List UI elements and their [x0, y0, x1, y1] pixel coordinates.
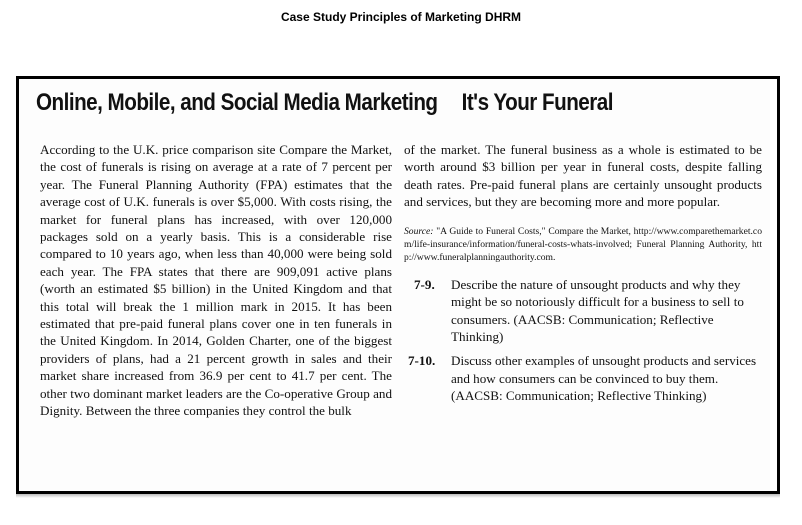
question-7-9 [404, 276, 762, 346]
question-text: Describe the nature of unsought products and why they might be so notoriously difficult for a business to sell to consumers. (AACSB: Communication; Reflective Thinking) [451, 276, 744, 345]
left-column-text: According to the U.K. price comparison site Compare the Market, the cost of funerals is rising on average at a rate of 7 percent per year. The Funeral Planning Authority (FPA) estimates that the average cost of U.K. funerals is over $5,000. With costs rising, the market for funeral plans has increased, with over 120,000 packages sold on a yearly basis. This is a considerable rise compared to 10 years ago, when less than 40,000 were being sold each year. The FPA states that there are 909,091 active plans (worth an estimated $5 billion) in the United Kingdom and that this total will break the 1 million mark in 2015. It has been estimated that pre-paid funeral plans cover one in ten funerals in the United Kingdom. In 2014, Golden Charter, one of the biggest providers of plans, had a 21 percent growth in sales and their market share increased from 36.9 per cent to 41.7 per cent. The other two dominant market leaders are the Co-operative Group and Dignity. Between the three companies they control the bulk [40, 142, 392, 419]
article-title-sub: It's Your Funeral [461, 89, 613, 116]
right-column [404, 141, 762, 405]
question-7-10 [404, 352, 762, 405]
scanned-textbook-page [16, 76, 780, 494]
source-citation [404, 225, 762, 264]
source-text: "A Guide to Funeral Costs," Compare the Market, http://www.comparethemarket.com/life-insurance/information/funeral-costs-whats-involved; Funeral Planning Authority, http://www.funeralplanningauthority.com. [404, 225, 762, 263]
question-number: 7-9. [414, 276, 435, 292]
question-number: 7-10. [408, 353, 436, 368]
question-text: Discuss other examples of unsought products and services and how consumers can be convinced to buy them. (AACSB: Communication; Reflective Thinking) [451, 353, 757, 404]
page-header: Case Study Principles of Marketing DHRM [280, 10, 522, 24]
article-title-main: Online, Mobile, and Social Media Marketing [36, 89, 438, 116]
left-column [40, 141, 392, 420]
source-label: Source: [404, 225, 434, 237]
scan-shadow [16, 494, 780, 498]
article-title [36, 89, 613, 117]
right-column-text: of the market. The funeral business as a whole is estimated to be worth around $3 billion per year in funeral costs, despite falling death rates. Pre-paid funeral plans are certainly unsought products and services, but they are becoming more and more popular. [404, 142, 762, 210]
